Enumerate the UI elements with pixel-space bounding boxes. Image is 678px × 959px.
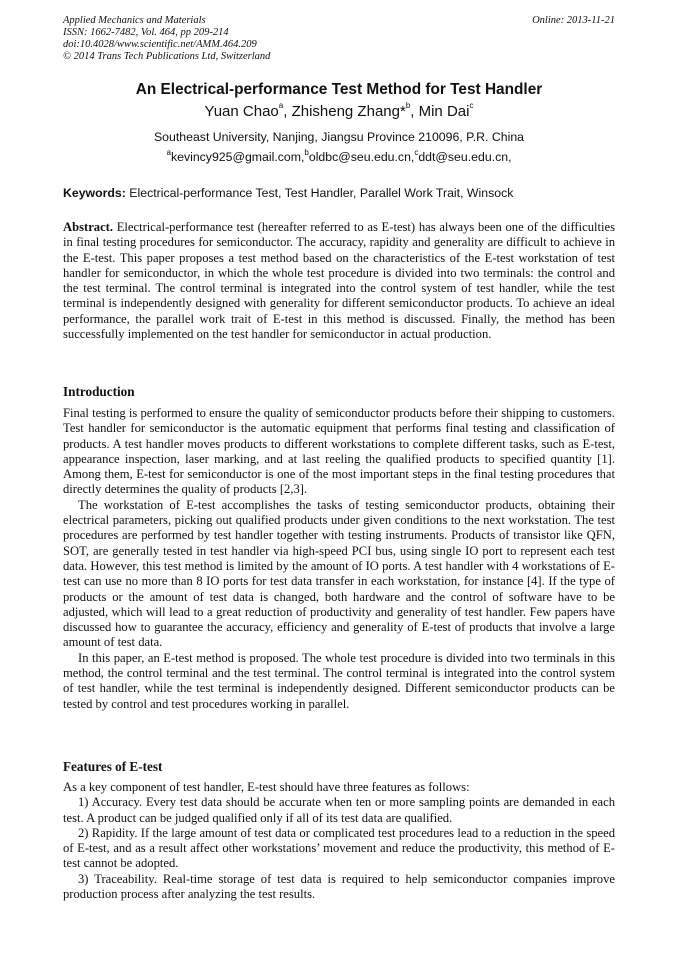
journal-header [63, 15, 615, 63]
keywords-text: Electrical-performance Test, Test Handler, Parallel Work Trait, Winsock [125, 186, 514, 200]
introduction-heading: Introduction [63, 384, 135, 399]
email-c-mark: c [414, 148, 419, 157]
author-2-affil-mark: b [405, 101, 411, 110]
doi-line: doi:10.4028/www.scientific.net/AMM.464.209 [63, 39, 257, 50]
keywords [63, 186, 623, 200]
features-intro: As a key component of test handler, E-test should have three features as follows: [63, 780, 470, 794]
abstract [63, 220, 615, 342]
features-body [63, 780, 615, 902]
author-3-affil-mark: c [469, 101, 474, 110]
email-a-mark: a [166, 148, 171, 157]
intro-paragraph-1: Final testing is performed to ensure the quality of semiconductor products before their shipping to customers. Test handler for semiconductor is the automatic equipment that performs final testing and classification of products. A test handler moves products to different workstations to complete different tasks, such as E-test, appearance inspection, laser marking, and at last reeling the qualified products to specified quantity [1]. Among them, E-test for semiconductor is one of the most important steps in the final testing procedures that directly determines the quality of products [2,3]. [63, 406, 615, 497]
author-1: Yuan Chao [204, 103, 279, 120]
copyright-line: © 2014 Trans Tech Publications Ltd, Switzerland [63, 51, 271, 62]
author-3: Min Dai [418, 103, 470, 120]
feature-accuracy: 1) Accuracy. Every test data should be accurate when ten or more sampling points are demanded in each test. A product can be judged qualified only if all of its test data are qualified. [63, 795, 615, 825]
features-heading: Features of E-test [63, 759, 163, 774]
intro-paragraph-3: In this paper, an E-test method is proposed. The whole test procedure is divided into two terminals in this method, the control terminal and the test terminal. The control terminal is integrated into the control system of test handler, while the test terminal is independently designed. Different semiconductor products can be tested by control and test procedures working in parallel. [63, 650, 615, 711]
abstract-text: Electrical-performance test (hereafter referred to as E-test) has always been one of the difficulties in final testing procedures for semiconductor. The accuracy, rapidity and generality are difficult to achieve in the E-test. This paper proposes a test method based on the characteristics of the E-test workstation of test handler for semiconductor, in which the whole test procedure is divided into two terminals: the control and the test terminal. The control terminal is integrated into the control system of test handler, while the test terminal is independently designed with generality for different semiconductor products. To achieve an ideal performance, the parallel work trait of E-test in this method is discussed. Finally, the method has been successfully implemented on the test handler for semiconductor in actual production. [63, 220, 615, 342]
author-2: Zhisheng Zhang* [291, 103, 406, 120]
online-date: Online: 2013-11-21 [532, 15, 615, 26]
feature-traceability: 3) Traceability. Real-time storage of test data is required to help semiconductor companies improve production process after analyzing the test results. [63, 871, 615, 902]
abstract-label: Abstract. [63, 220, 114, 234]
journal-name: Applied Mechanics and Materials [63, 15, 206, 26]
email-list [0, 150, 678, 164]
email-b: oldbc@seu.edu.cn, [308, 150, 415, 164]
author-separator: , [283, 103, 292, 120]
keywords-label: Keywords: [63, 186, 126, 200]
intro-paragraph-2: The workstation of E-test accomplishes the tasks of testing semiconductor products, obtaining their electrical parameters, picking out qualified products under given conditions to the next workstation. The test procedures are performed by test handler together with testing instruments. Products of transistor like QFN, SOT, are generally tested in test handler via high-speed PCI bus, using single IO port to represent each test data. However, this test method is limited by the amount of IO ports. A test handler with 4 workstations of E-test can use no more than 8 IO ports for test data transfer in each workstation, for instance [4]. If the type of products or the amount of test data is changed, both hardware and the control of software have to be adjusted, which will lead to a great reduction of productivity and generality of test handler. Few papers have discussed how to guarantee the accuracy, efficiency and generality of E-test of products that involve a large amount of test data. [63, 497, 615, 650]
email-a: kevincy925@gmail.com, [170, 150, 305, 164]
author-separator: , [410, 103, 419, 120]
paper-title: An Electrical-performance Test Method for Test Handler [135, 81, 543, 98]
email-c: ddt@seu.edu.cn, [418, 150, 512, 164]
issn-line: ISSN: 1662-7482, Vol. 464, pp 209-214 [63, 27, 229, 38]
author-list [0, 103, 678, 120]
introduction-body [63, 406, 615, 712]
author-1-affil-mark: a [278, 101, 284, 110]
affiliation: Southeast University, Nanjing, Jiangsu Province 210096, P.R. China [153, 130, 525, 144]
feature-rapidity: 2) Rapidity. If the large amount of test data or complicated test procedures lead to a reduction in the speed of E-test, and as a result affect other workstations’ movement and reduce the productivity, this method of E-test cannot be adopted. [63, 825, 615, 871]
email-b-mark: b [304, 148, 309, 157]
